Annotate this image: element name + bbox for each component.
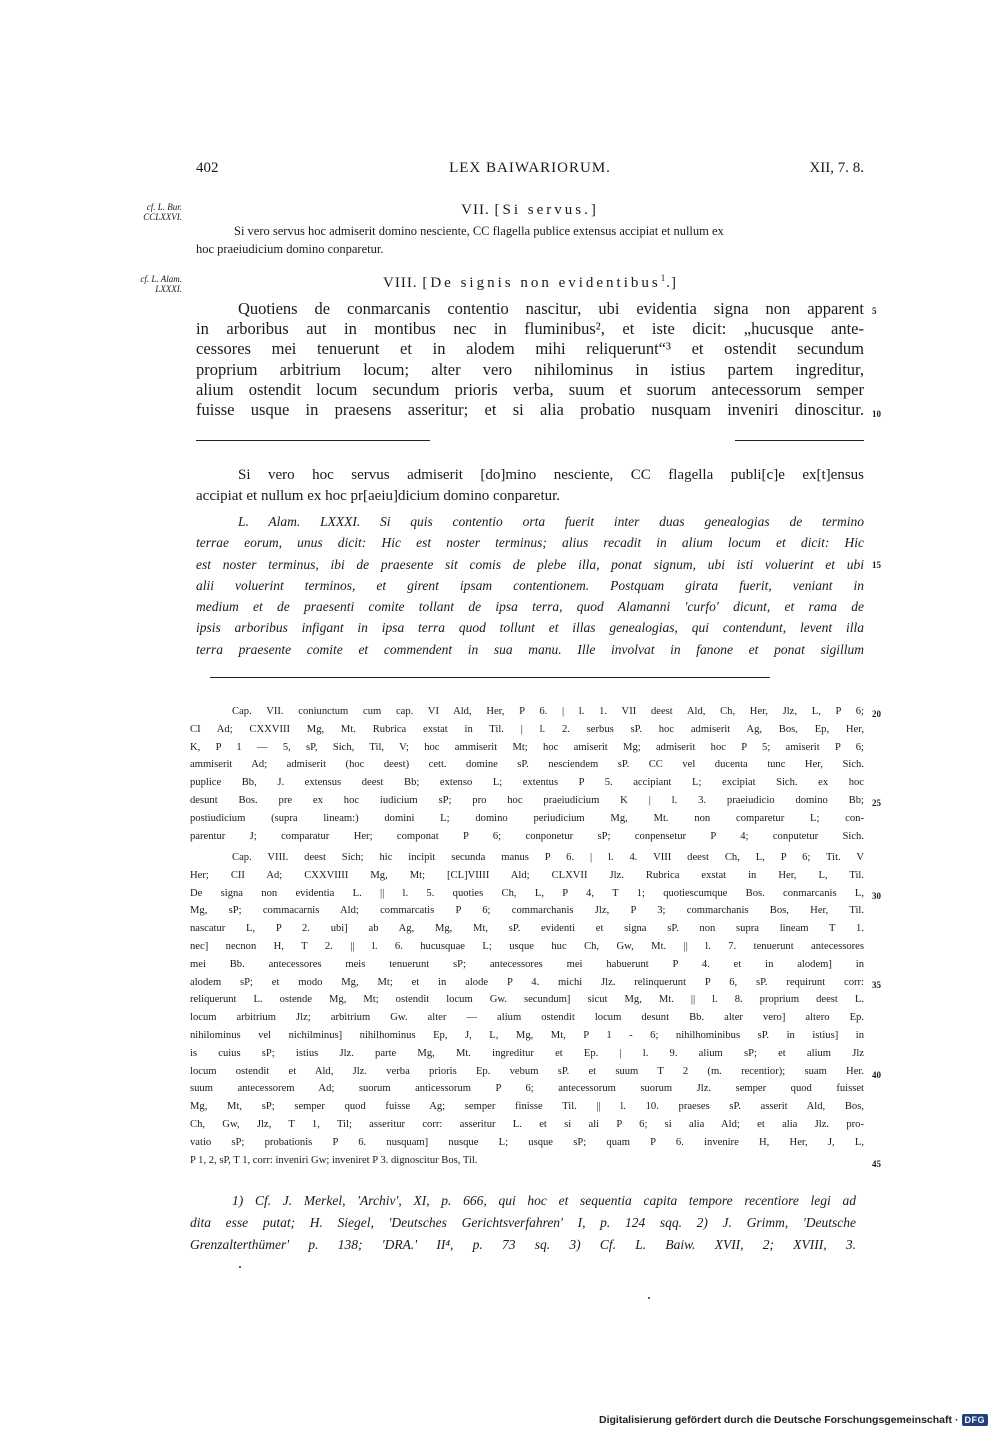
body-line: in arboribus aut in montibus nec in fluminibus², et iste dicit: „hucusque ante- [196,319,864,339]
section-heading-vii [196,202,864,219]
apparatus-line: suum antecessorem Ad; suorum anticessorum P 6; antecessorum suorum Jlz. semper quod fuisset [190,1083,864,1095]
apparatus-line: is cuius sP; istius Jlz. parte Mg, Mt. ingreditur et Ep. | l. 9. alium sP; et alium Jlz [190,1047,864,1059]
running-title: LEX BAIWARIORUM. [449,160,611,176]
apparatus-line: Her; CII Ad; CXXVIIII Mg, Mt; [CL]VIIII Ald; CLXVII Jlz. Rubrica exstat in Her, L, Til. [190,869,864,881]
footnote-line: Grenzalterthümer' p. 138; 'DRA.' II⁴, p. 73 sq. 3) Cf. L. Baiw. XVII, 2; XVIII, 3. [190,1237,856,1252]
divider-rule [735,440,864,441]
text-line: Si vero servus hoc admiserit domino nesciente, CC flagella publice extensus accipiat et nullum ex [234,224,724,238]
scan-speck [648,1297,650,1299]
margin-reference-alam [120,274,182,294]
divider-rule [210,677,770,678]
heading-number: VIII. [383,275,418,291]
heading-title: [De signis non evidentibus [422,275,661,291]
footnote-line: dita esse putat; H. Siegel, 'Deutsches Gerichtsverfahren' I, p. 124 sqq. 2) J. Grimm, 'Deutsche [190,1215,856,1230]
body-line: fuisse usque in praesens asseritur; et si alia probatio nusquam inveniri dinoscitur. [196,400,864,420]
section-vii-text [196,222,864,258]
quote-line: terrae eorum, unus dicit: Hic est noster terminus; alius recadit in alium locum et dicit: Hic [196,535,864,551]
apparatus-line: nihilominus vel nichilminus] nihilhominus Ep, J, L, Mg, Mt, P 1 - 6; nihilhominibus sP. in istius] in [190,1029,864,1041]
line-number: 30 [872,891,881,901]
apparatus-line: ammiserit Ad; admiserit (hoc deest) cett. domine sP. nesciendem sP. CC vel ducenta tunc Her, Sich. [190,759,864,771]
apparatus-line: alodem sP; et modo Mg, Mt; et in alode P 4. michi Jlz. relinquerunt P 6, sP. requirunt corr: [190,976,864,988]
digitization-credit [599,1414,988,1426]
apparatus-line: Cap. VII. coniunctum cum cap. VI Ald, Her, P 6. | l. 1. VII deest Ald, Ch, Her, Jlz, L, P 6; [232,706,864,717]
apparatus-line: nec] necnon H, T 2. || l. 6. hucusquae L; usque huc Ch, Gw, Mt. || l. 7. tenuerunt antecessores [190,940,864,952]
apparatus-line: Mg, sP; commacarnis Ald; commarcatis P 6; commarchanis Jlz, P 3; commarchanis Bos, Her, Til. [190,905,864,917]
line-number: 35 [872,980,881,990]
apparatus-line: nascatur L, P 2. ubi] ab Ag, Mg, Mt, sP. evidenti et signa sP. non supra lineam T 1. [190,923,864,935]
apparatus-line: P 1, 2, sP, T 1, corr: inveniri Gw; inveniret P 3. dignoscitur Bos, Til. [190,1154,478,1166]
margin-ref-line: cf. L. Alam. [140,274,182,284]
heading-number: VII. [461,202,490,218]
divider-rule [196,440,430,441]
body-line: proprium arbitrium locum; alter vero nihilominus in istius partem ingreditur, [196,359,864,379]
credit-text: Digitalisierung gefördert durch die Deutsche Forschungsgemeinschaft [599,1414,952,1426]
line-number: 45 [872,1159,881,1169]
text-line: Si vero hoc servus admiserit [do]mino nesciente, CC flagella publi[c]e ex[t]ensus [238,467,864,483]
body-line: Quotiens de conmarcanis contentio nascitur, ubi evidentia signa non apparent [238,299,864,318]
dfg-logo: DFG [962,1414,989,1426]
scan-speck [239,1266,241,1268]
footnote-line: 1) Cf. J. Merkel, 'Archiv', XI, p. 666, qui hoc et sequentia capita tempore recentiore legi ad [232,1193,856,1208]
footnote-marker: 1 [660,273,667,283]
credit-separator: · [955,1414,959,1426]
line-number: 25 [872,798,881,808]
body-line: cessores mei tenuerunt et in alodem mihi reliquerunt“³ et ostendit secundum [196,339,864,359]
apparatus-line: postiudicium (supra lineam:) domini L; domino periudicium Mg, Mt. non comparetur L; con- [190,812,864,824]
apparatus-line: vatio sP; probationis P 6. nusquam] nusque L; usque sP; quam P 6. invenire H, Her, J, L, [190,1136,864,1148]
line-number: 20 [872,709,881,719]
running-header [196,160,864,184]
section-reference: XII, 7. 8. [809,160,864,176]
section-heading-viii [196,273,864,292]
apparatus-line: Cap. VIII. deest Sich; hic incipit secunda manus P 6. | l. 4. VIII deest Ch, L, P 6; Tit. V [232,852,864,863]
critical-apparatus-cap-viii [190,849,864,1169]
apparatus-line: locum arbitrium Jlz; arbitrium Gw. alter — alium ostendit locum desunt Bb. alter vero] altero Ep. [190,1012,864,1024]
apparatus-line: locum ostendit et Ald, Jlz. verba prioris Ep. vebum sP. et suum T 2 (m. recentior); suam Her. [190,1065,864,1077]
apparatus-line: Ch, Gw, Jlz, T 1, Til; asseritur corr: asseritur L. et si ali P 6; si alia Ald; et alia Jlz. pro- [190,1118,864,1130]
apparatus-line: desunt Bos. pre ex hoc iudicium sP; pro hoc praeiudicium K | l. 3. praeiudicio domino Bb; [190,794,864,806]
quote-line: alii voluerint terminos, et girent ipsam contentionem. Postquam girata fuerit, veniant in [196,577,864,593]
heading-close: .] [666,275,677,291]
margin-ref-line: CCLXXVI. [143,212,182,222]
text-line: accipiat et nullum ex hoc pr[aeiu]dicium domino conparetur. [196,488,561,504]
quote-line: L. Alam. LXXXI. Si quis contentio orta fuerit inter duas genealogias de termino [238,514,864,529]
quote-line: est noster terminus, ibi de praesente sit comis de plebe illa, ponat signum, ubi isti voluerint et ubi [196,556,864,572]
line-number: 10 [872,409,881,419]
page-number: 402 [196,160,219,176]
footnotes [190,1190,856,1256]
critical-apparatus-cap-vii [190,703,864,845]
quote-line: medium et de praesenti comite tollant de ipsa terra, quod Alamanni 'curfo' dicunt, et rama de [196,599,864,615]
line-number: 15 [872,560,881,570]
apparatus-line: Mg, Mt, sP; semper quod fuisse Ag; semper finisse Til. || l. 10. praeses sP. asserit Ald, Bos, [190,1101,864,1113]
text-line: hoc praeiudicium domino conparetur. [196,242,384,256]
quote-line: ipsis arboribus infigant in ipsa terra quod tollunt et illas genealogias, qui contendunt, levent illa [196,620,864,636]
body-line: alium ostendit locum secundum prioris verba, suum et suorum antecessorum semper [196,379,864,399]
line-number: 5 [872,306,877,316]
margin-ref-line: cf. L. Bur. [146,202,182,212]
quote-line: terra praesente comite et commendent in sua manu. Ille involvat in fanone et ponat sigillum [196,641,864,657]
apparatus-line: puplice Bb, J. extensus deest Bb; extenso L; extentus P 5. accipiant L; excipiat Sich. ex hoc [190,777,864,789]
apparatus-line: mei Bb. antecessores meis tenuerunt sP; antecessores mei habuerunt P 4. et in alodem] in [190,958,864,970]
margin-ref-line: LXXXI. [155,284,182,294]
margin-reference-bur [120,202,182,222]
alternate-text-version [196,465,864,507]
lex-alamannorum-quote [196,511,864,660]
apparatus-line: reliquerunt L. ostende Mg, Mt; ostendit locum Gw. secundum] sicut Mg, Mt. || l. 8. proprium deest L. [190,994,864,1006]
apparatus-line: De signa non evidentia L. || l. 5. quoties Ch, L, P 4, T 1; quotiescumque Bos. conmarcanis L, [190,887,864,899]
apparatus-line: CI Ad; CXXVIII Mg, Mt. Rubrica exstat in Til. | l. 2. serbus sP. hoc admiserit Ag, Bos, Ep, Her, [190,723,864,735]
apparatus-line: parentur J; comparatur Her; componat P 6; conponetur sP; conpensetur P 4; conputetur Sich. [190,830,864,842]
section-viii-body [196,299,864,420]
apparatus-line: K, P 1 — 5, sP, Sich, Til, V; hoc ammiserit Mt; hoc amiserit Mg; admiserit hoc P 5; amiserit P 6; [190,741,864,753]
heading-title: [Si servus.] [494,202,599,218]
line-number: 40 [872,1070,881,1080]
